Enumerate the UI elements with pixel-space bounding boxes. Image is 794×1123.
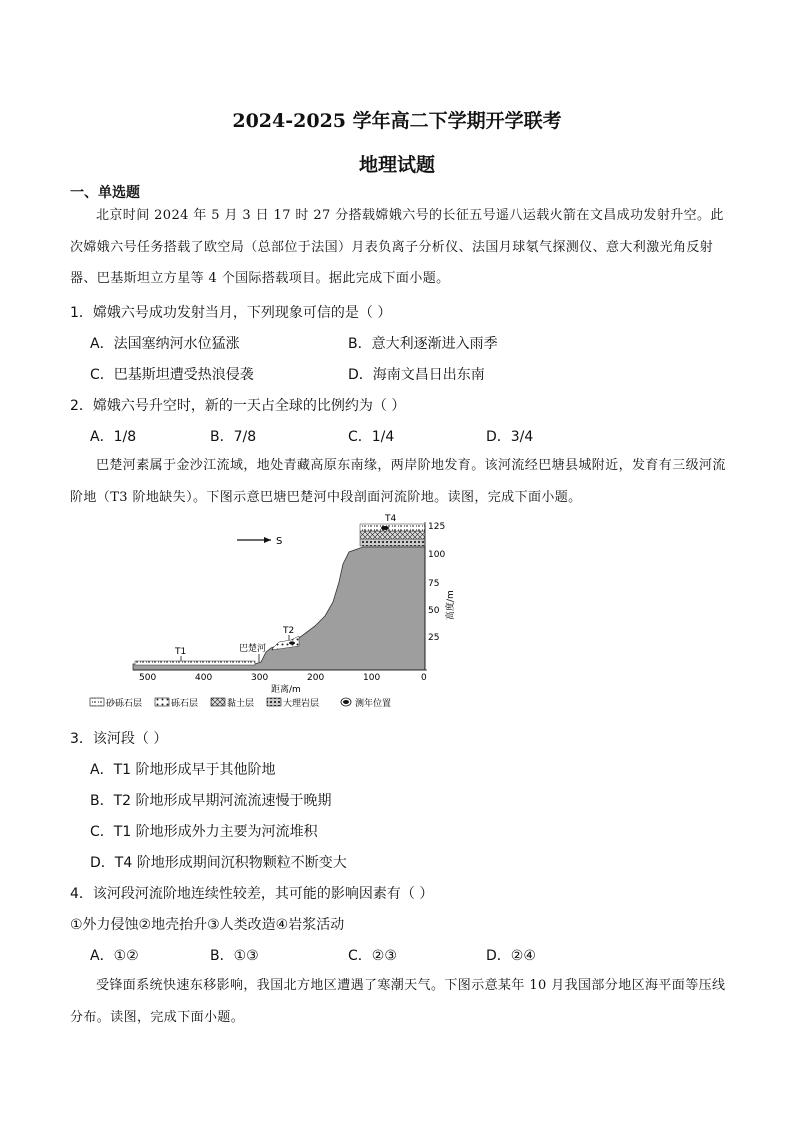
question-1-stem: 1．嫦娥六号成功发射当月，下列现象可信的是（ ）: [70, 305, 392, 321]
question-4-stem: 4．该河段河流阶地连续性较差，其可能的影响因素有（ ）: [70, 886, 434, 902]
section-heading: 一、单选题: [70, 185, 140, 201]
q2-option-b: B．7/8: [210, 429, 257, 445]
y-axis-label: 高度/m: [446, 590, 456, 620]
x-tick-300: 300: [251, 673, 269, 683]
q4-option-d: D．②④: [486, 948, 536, 964]
q4-option-b: B．①③: [210, 948, 259, 964]
terrace-label-t4: T4: [385, 514, 397, 524]
x-tick-400: 400: [195, 673, 213, 683]
q3-option-d: D．T4 阶地形成期间沉积物颗粒不断变大: [90, 855, 347, 871]
river-terrace-profile-figure: [85, 512, 456, 712]
y-tick-100: 100: [428, 550, 446, 560]
x-tick-100: 100: [363, 673, 381, 683]
legend-gravel: 砾石层: [171, 699, 199, 709]
y-tick-75: 75: [428, 579, 440, 589]
q4-option-a: A．①②: [90, 948, 139, 964]
legend-dating-site: 测年位置: [355, 699, 392, 709]
legend-marble: 大理岩层: [283, 699, 320, 709]
terrace-label-t1: T1: [175, 647, 187, 657]
passage-3: 受锋面系统快速东移影响，我国北方地区遭遇了寒潮天气。下图示意某年 10 月我国部分地区海平面等压线分布。读图，完成下面小题。: [70, 978, 726, 1025]
q1-option-a: A．法国塞纳河水位猛涨: [90, 336, 240, 352]
exam-title: 2024-2025 学年高二下学期开学联考: [232, 110, 562, 132]
q1-option-b: B．意大利逐渐进入雨季: [348, 336, 498, 352]
q2-option-a: A．1/8: [90, 429, 137, 445]
x-axis-label: 距离/m: [271, 685, 301, 695]
y-tick-125: 125: [428, 522, 446, 532]
q1-option-c: C．巴基斯坦遭受热浪侵袭: [90, 367, 254, 383]
q1-option-d: D．海南文昌日出东南: [348, 367, 485, 383]
y-tick-50: 50: [428, 606, 440, 616]
y-tick-25: 25: [428, 633, 440, 643]
legend-clay: 黏土层: [227, 699, 255, 709]
question-3-stem: 3．该河段（ ）: [70, 731, 168, 747]
q2-option-c: C．1/4: [348, 429, 395, 445]
x-tick-0: 0: [421, 673, 427, 683]
q3-option-a: A．T1 阶地形成早于其他阶地: [90, 762, 276, 778]
q2-option-d: D．3/4: [486, 429, 534, 445]
river-label: 巴楚河: [239, 644, 267, 654]
terrace-label-t2: T2: [283, 626, 295, 636]
x-tick-200: 200: [307, 673, 325, 683]
x-tick-500: 500: [139, 673, 157, 683]
exam-subtitle: 地理试题: [358, 154, 435, 176]
question-2-stem: 2．嫦娥六号升空时，新的一天占全球的比例约为（ ）: [70, 398, 406, 414]
legend-sand-gravel: 砂砾石层: [106, 699, 143, 709]
q4-option-c: C．②③: [348, 948, 397, 964]
passage-1: 北京时间 2024 年 5 月 3 日 17 时 27 分搭载嫦娥六号的长征五号遥八运载火箭在文昌成功发射升空。此次嫦娥六号任务搭载了欧空局（总部位于法国）月表负离子分析仪、法国月球氡气探测仪、意大利激光角反射器、巴基斯坦立方星等 4 个国际搭载项目。据此完成下面小题。: [70, 208, 724, 286]
q3-option-b: B．T2 阶地形成早期河流流速慢于晚期: [90, 793, 332, 809]
direction-label: S: [276, 536, 283, 547]
q3-option-c: C．T1 阶地形成外力主要为河流堆积: [90, 824, 318, 840]
q4-factors: ①外力侵蚀②地壳抬升③人类改造④岩浆活动: [70, 917, 345, 933]
passage-2: 巴楚河素属于金沙江流域，地处青藏高原东南缘，两岸阶地发育。该河流经巴塘县城附近，发育有三级河流阶地（T3 阶地缺失）。下图示意巴塘巴楚河中段剖面河流阶地。读图，完成下面小题。: [70, 458, 726, 505]
